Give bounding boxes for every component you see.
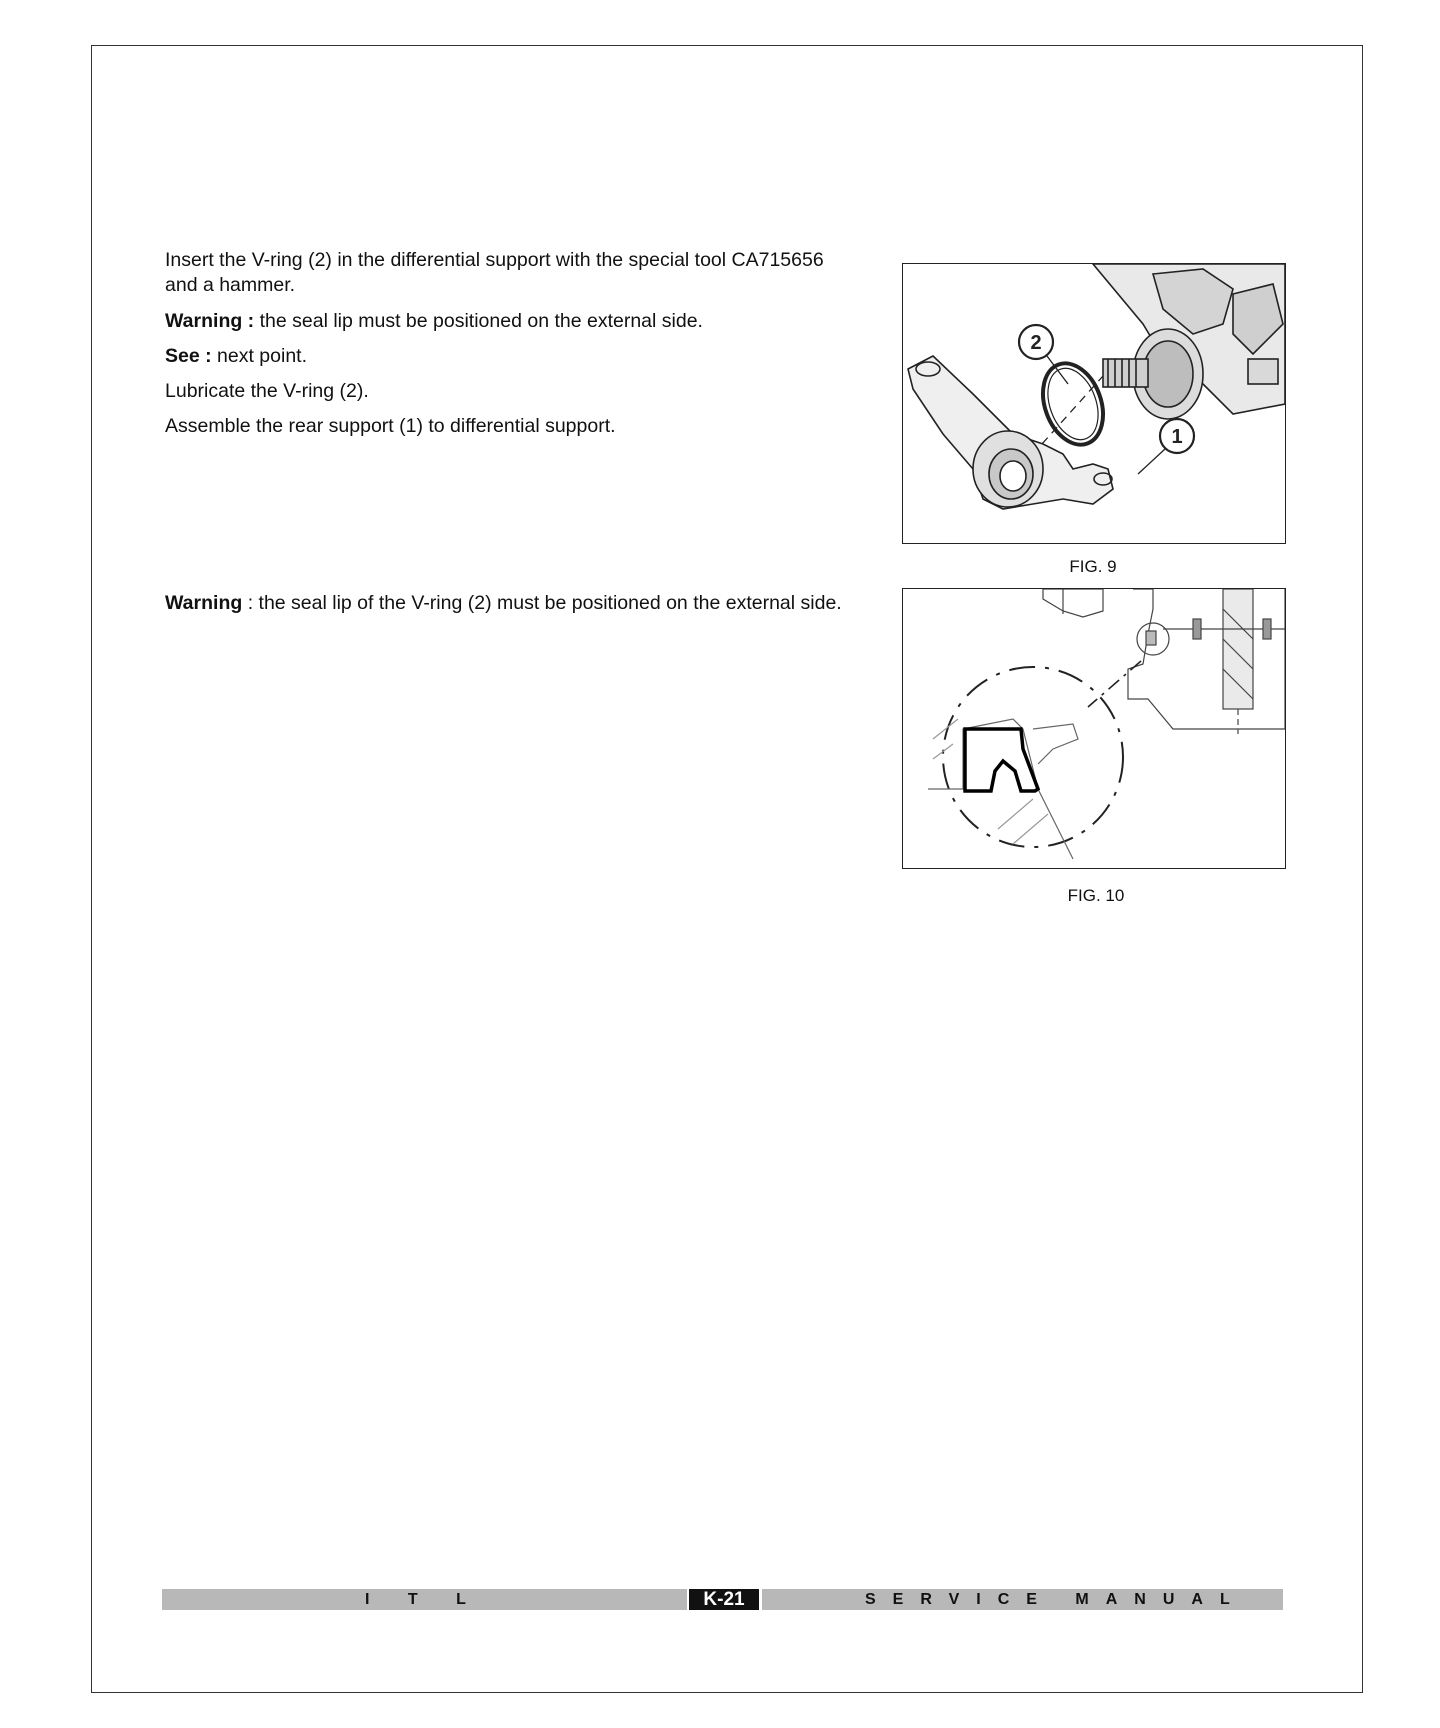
assemble-line bbox=[165, 414, 865, 439]
instruction-insert-vring-cont bbox=[165, 273, 865, 298]
figure-9-caption: FIG. 9 bbox=[1069, 557, 1117, 576]
warning2-text: : the seal lip of the V-ring (2) must be positioned on the external side. bbox=[242, 592, 842, 614]
assemble-text: Assemble the rear support (1) to differential support. bbox=[165, 415, 616, 437]
callout-2-label: 2 bbox=[1030, 332, 1042, 354]
figure-9-image bbox=[902, 263, 1286, 544]
warning2-label: Warning bbox=[165, 592, 243, 614]
warning2-line bbox=[165, 591, 865, 616]
instruction-insert-vring bbox=[165, 248, 865, 273]
figure-10-caption: FIG. 10 bbox=[1067, 886, 1125, 905]
page-number-badge: K-21 bbox=[689, 1589, 759, 1610]
figure-10-drawing bbox=[903, 589, 1285, 868]
figure-10-image bbox=[902, 588, 1286, 869]
see-label: See : bbox=[165, 345, 212, 367]
warning-text: the seal lip must be positioned on the external side. bbox=[254, 310, 703, 332]
see-line bbox=[165, 344, 865, 369]
lubricate-line bbox=[165, 379, 865, 404]
lubricate-text: Lubricate the V-ring (2). bbox=[165, 380, 369, 402]
figure-9-drawing bbox=[903, 264, 1285, 543]
warning-line bbox=[165, 309, 865, 334]
footer-right-text: SERVICE MANUAL bbox=[865, 1591, 1247, 1608]
warning-label: Warning : bbox=[165, 310, 255, 332]
instruction-text: and a hammer. bbox=[165, 274, 296, 296]
callout-1-label: 1 bbox=[1171, 426, 1183, 448]
instruction-text: Insert the V-ring (2) in the differential support with the special tool CA715656 bbox=[165, 249, 824, 271]
footer-left-text: I T L bbox=[365, 1591, 483, 1608]
see-text: next point. bbox=[211, 345, 308, 367]
